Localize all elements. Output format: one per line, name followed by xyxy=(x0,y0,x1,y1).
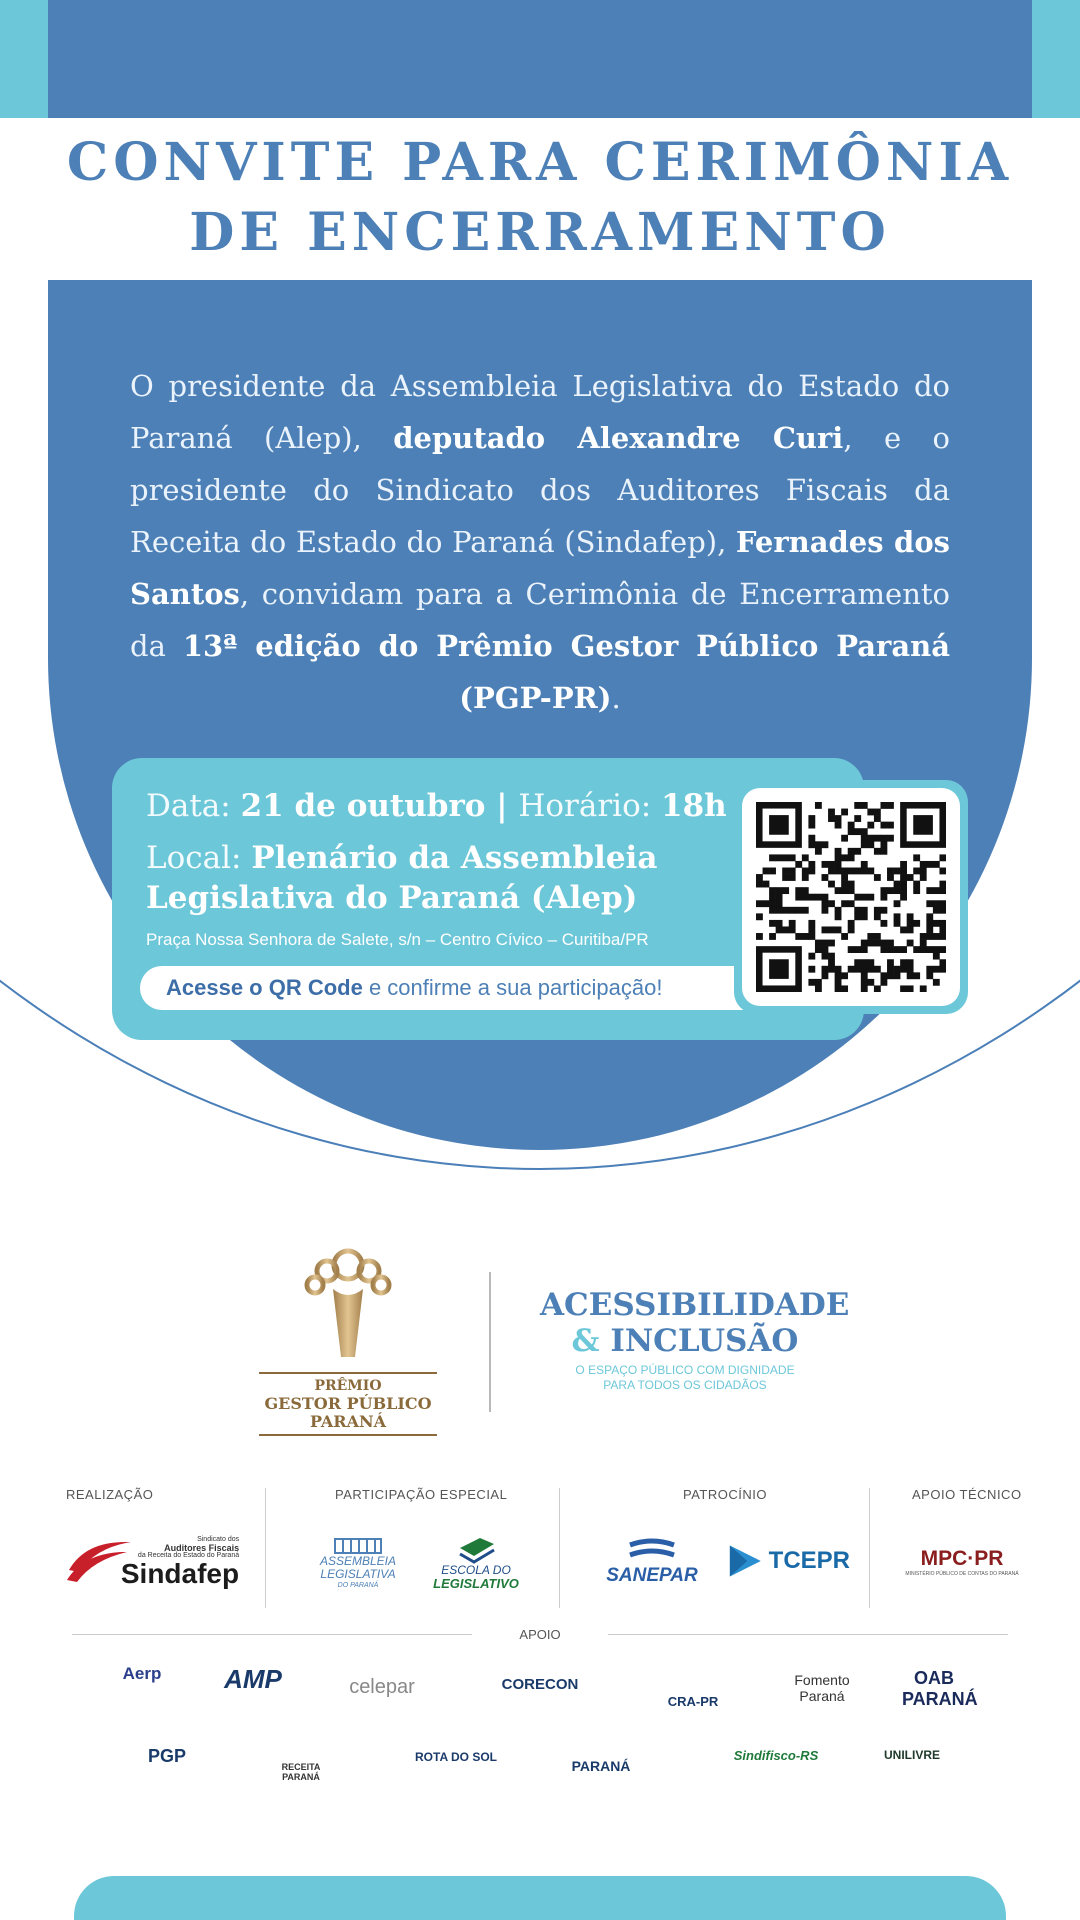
section-apoio: APOIO xyxy=(519,1627,561,1642)
intro-text-4: . xyxy=(611,681,621,715)
theme-sub-1: O ESPAÇO PÚBLICO COM DIGNIDADE xyxy=(575,1363,795,1377)
date-time-line xyxy=(146,786,727,826)
title-line-2: DE ENCERRAMENTO xyxy=(189,202,891,263)
mpc-name: MPC·PR xyxy=(920,1547,1004,1570)
cta-rest: e confirme a sua participação! xyxy=(362,975,663,1000)
alep-text-2: LEGISLATIVA xyxy=(320,1566,396,1581)
alep-text-3: DO PARANÁ xyxy=(337,1581,379,1589)
mpc-pr-logo xyxy=(900,1540,1024,1584)
date-time-separator: | xyxy=(485,788,519,824)
place-line-2 xyxy=(146,878,637,918)
sindafep-small-1: Sindicato dos xyxy=(197,1536,240,1543)
pgp-logo: PGP xyxy=(147,1746,186,1766)
intro-bold-1: deputado Alexandre Curi xyxy=(393,421,844,455)
prize-rule-top xyxy=(259,1372,437,1374)
left-cyan-strip xyxy=(0,0,48,120)
aerp-logo: Aerp xyxy=(122,1664,162,1683)
sindafep-small-2: Auditores Fiscais xyxy=(164,1543,240,1553)
oab-parana-logo: OAB PARANÁ xyxy=(902,1668,978,1709)
theme-line-2 xyxy=(540,1323,830,1359)
qr-code[interactable] xyxy=(742,788,960,1006)
prize-line-1: PRÊMIO xyxy=(314,1378,382,1394)
cra-pr-logo: CRA-PR xyxy=(667,1694,719,1709)
date-value: 21 de outubro xyxy=(240,788,486,824)
parana-logo: PARANÁ xyxy=(571,1758,631,1774)
sanepar-logo xyxy=(596,1530,708,1592)
qr-code-frame[interactable] xyxy=(734,780,968,1014)
section-apoio-tecnico: APOIO TÉCNICO xyxy=(912,1487,1022,1502)
prize-rule-bottom xyxy=(259,1434,437,1436)
sanepar-wave-icon xyxy=(626,1535,678,1565)
title-band xyxy=(0,118,1080,280)
amp-logo: AMP xyxy=(224,1664,282,1694)
alep-text-1: ASSEMBLEIA xyxy=(319,1553,397,1568)
fomento-parana-logo: Fomento Paraná xyxy=(794,1672,850,1704)
invitation-text xyxy=(130,360,950,724)
place-value-2: Legislativa do Paraná (Alep) xyxy=(146,880,638,916)
time-label: Horário: xyxy=(518,788,662,824)
sindafep-text xyxy=(121,1536,239,1588)
section-realizacao: REALIZAÇÃO xyxy=(66,1487,154,1502)
sindafep-small-3: da Receita do Estado do Paraná xyxy=(137,1552,240,1559)
book-icon xyxy=(456,1534,496,1564)
corecon-logo: CORECON xyxy=(501,1676,579,1693)
prize-line-3: PARANÁ xyxy=(309,1412,387,1431)
sanepar-name: SANEPAR xyxy=(606,1565,698,1586)
intro-bold-2: Fernades dos Santos xyxy=(130,525,950,611)
section-separator-3 xyxy=(869,1488,870,1608)
celepar-logo: celepar xyxy=(349,1676,415,1698)
sindafep-name: Sindafep xyxy=(120,1558,240,1589)
trophy-icon xyxy=(293,1245,403,1365)
right-cyan-strip xyxy=(1032,0,1080,120)
theme-sub-2: PARA TODOS OS CIDADÃOS xyxy=(603,1378,767,1392)
theme-amp: & xyxy=(571,1323,600,1359)
address-text: Praça Nossa Senhora de Salete, s/n – Centro Cívico – Curitiba/PR xyxy=(146,930,649,949)
place-line xyxy=(146,838,657,878)
escola-text-2: LEGISLATIVO xyxy=(433,1575,519,1591)
tce-triangle-icon xyxy=(726,1541,765,1581)
qr-cta[interactable] xyxy=(140,966,760,1010)
rota-do-sol-logo: ROTA DO SOL xyxy=(415,1750,497,1764)
date-label: Data: xyxy=(146,788,241,824)
alep-building-icon xyxy=(329,1533,387,1555)
prize-line-2: GESTOR PÚBLICO xyxy=(264,1394,432,1413)
escola-legislativo-logo xyxy=(428,1530,524,1594)
section-separator-2 xyxy=(559,1488,560,1608)
time-value: 18h xyxy=(661,788,727,824)
theme-line-1: ACESSIBILIDADE xyxy=(540,1287,850,1323)
section-patrocinio: PATROCÍNIO xyxy=(683,1487,767,1502)
place-label: Local: xyxy=(146,840,252,876)
tce-name: TCEPR xyxy=(768,1547,850,1574)
section-participacao: PARTICIPAÇÃO ESPECIAL xyxy=(335,1487,508,1502)
tce-pr-logo xyxy=(726,1536,850,1586)
footer-pill xyxy=(74,1876,1006,1920)
escola-text-1: ESCOLA DO xyxy=(441,1562,511,1577)
unilivre-logo: UNILIVRE xyxy=(883,1748,940,1762)
premio-logo xyxy=(258,1245,438,1440)
mpc-sub: MINISTÉRIO PÚBLICO DE CONTAS DO PARANÁ xyxy=(905,1571,1019,1577)
theme-logo xyxy=(540,1287,850,1393)
theme-word-2: INCLUSÃO xyxy=(599,1323,799,1359)
intro-text-1: O presidente da Assembleia Legislativa do Estado do Paraná (Alep), xyxy=(130,369,950,455)
sindafep-logo xyxy=(62,1532,242,1592)
alep-logo xyxy=(310,1528,406,1594)
title-line-1: CONVITE PARA CERIMÔNIA xyxy=(66,132,1014,193)
intro-text-2: , e o presidente do Sindicato dos Auditores Fiscais da Receita do Estado do Paraná (Sindafep), xyxy=(130,421,950,559)
place-value-1: Plenário da Assembleia xyxy=(251,840,658,876)
receita-parana-logo: RECEITA PARANÁ xyxy=(281,1762,321,1782)
sindifisco-rs-logo: Sindifisco-RS xyxy=(733,1748,819,1763)
qr-code-icon xyxy=(756,802,946,992)
logo-divider xyxy=(489,1272,491,1412)
section-separator-1 xyxy=(265,1488,266,1608)
intro-text-3: , convidam para a Cerimônia de Encerramento da xyxy=(130,577,950,663)
intro-bold-3: 13ª edição do Prêmio Gestor Público Paraná (PGP-PR) xyxy=(182,629,950,715)
cta-bold: Acesse o QR Code xyxy=(166,975,363,1000)
